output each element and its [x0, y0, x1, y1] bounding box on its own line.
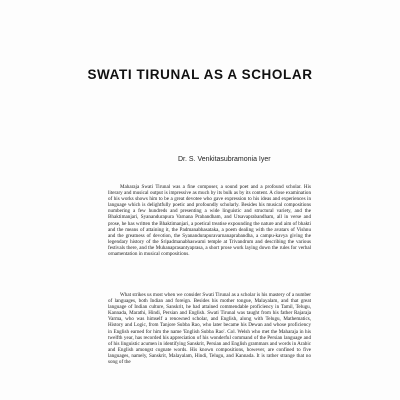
paragraph-text: What strikes us most when we consider Swati Tirunal as a scholar is his mastery of a number of languages, both Indian and foreign. Besides his mother tongue, Malayalam, and that great language of Indian culture, Sanskrit, he had attained commendable proficiency in Tamil, Telugu, Kannada, Marathi, Hindi, Persian and English. Swati Tirunal was taught from his father Rajaraja Varma, who was himself a renowned scholar, and English, along with Telugu, Mathematics, History and Logic, from Tanjore Subba Rao, who later became his Dewan and whose proficiency in English earned for him the name 'English Subba Rao'. Col. Welsh who met the Maharaja in his twelfth year, has recorded his appreciation of his wonderful command of the Persian language and of his linguistic acumen in identifying Sanskrit, Persian and English grammars and words in Arabic and English amongst cognate words. His known compositions, however, are confined to five languages, namely, Sanskrit, Malayalam, Hindi, Telugu, and Kannada. It is rather strange that no song of the [108, 292, 311, 366]
body-paragraph [108, 184, 311, 257]
article-author: Dr. S. Venkitasubramonia Iyer [178, 156, 271, 163]
body-paragraph [108, 292, 311, 365]
paragraph-text: Maharaja Swati Tirunal was a fine composer, a sound poet and a profound scholar. His literary and musical output is impressive as much by its bulk as by its content. A close examination of his works shows him to be a great devotee who gave expression to his ideas and experiences in language which is delightfully poetic and profoundly scholarly. Besides his musical compositions numbering a few hundreds and presenting a wide linguistic and structural variety, and the Bhaktimanjari, Syanandurapura Varnana Prabandham, and Utsavaprabandham, all in verse and prose, he has written the Bhaktimanjari, a poetical treatise expounding the nature and aim of bhakti and the means of attaining it, the Padmanabhasataka, a poem dealing with the avatars of Vishnu and the greatness of devotion, the Syanandurapuravarnanaprabandha, a campu-kavya giving the legendary history of the Sripadmanabhaswami temple at Trivandrum and describing the various festivals there, and the Muhanaprasantyaprasa, a short prose work laying down the rules for verbal ornamentation in musical compositions. [108, 184, 311, 258]
article-title: SWATI TIRUNAL AS A SCHOLAR [87, 67, 313, 82]
